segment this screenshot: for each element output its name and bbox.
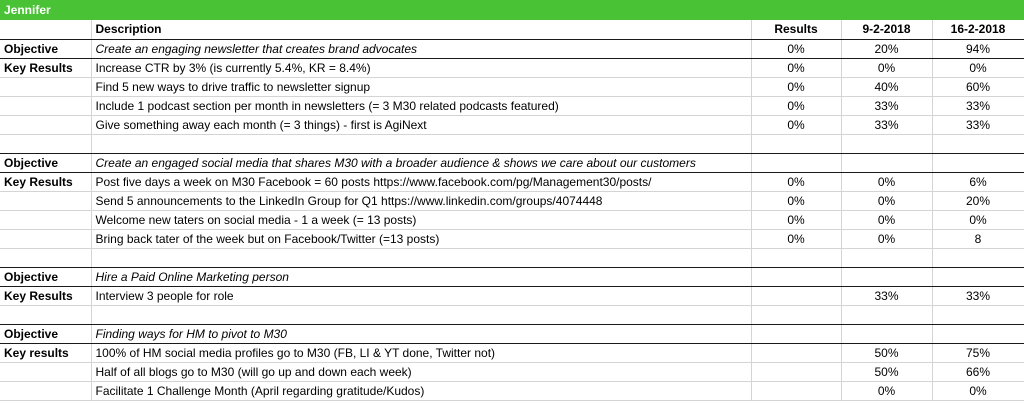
row-label-cell[interactable]: Key Results [0, 286, 91, 305]
description-cell[interactable]: Facilitate 1 Challenge Month (April regarding gratitude/Kudos) [91, 381, 751, 400]
row-label-cell[interactable] [0, 77, 91, 96]
row-label-cell[interactable] [0, 210, 91, 229]
table-row [0, 77, 1024, 96]
description-cell[interactable]: 100% of HM social media profiles go to M30 (FB, LI & YT done, Twitter not) [91, 343, 751, 362]
table-row [0, 210, 1024, 229]
date-1-cell[interactable] [841, 134, 932, 153]
row-label-cell[interactable] [0, 115, 91, 134]
description-cell[interactable]: Finding ways for HM to pivot to M30 [91, 324, 751, 343]
row-label-cell[interactable] [0, 191, 91, 210]
row-label-cell[interactable]: Key Results [0, 172, 91, 191]
okr-table [0, 20, 1024, 401]
date-1-cell[interactable]: 0% [841, 229, 932, 248]
table-row [0, 134, 1024, 153]
date-2-cell[interactable]: 8 [932, 229, 1024, 248]
description-cell[interactable] [91, 248, 751, 267]
description-cell[interactable]: Send 5 announcements to the LinkedIn Group for Q1 https://www.linkedin.com/groups/4074448 [91, 191, 751, 210]
date-2-cell[interactable]: 0% [932, 58, 1024, 77]
date-1-cell[interactable]: 33% [841, 286, 932, 305]
table-row [0, 115, 1024, 134]
row-label-cell[interactable] [0, 229, 91, 248]
description-cell[interactable]: Increase CTR by 3% (is currently 5.4%, KR = 8.4%) [91, 58, 751, 77]
results-cell[interactable] [751, 362, 841, 381]
row-label-cell[interactable]: Objective [0, 267, 91, 286]
row-label-cell[interactable] [0, 381, 91, 400]
description-cell[interactable]: Half of all blogs go to M30 (will go up and down each week) [91, 362, 751, 381]
description-cell[interactable]: Create an engaging newsletter that creates brand advocates [91, 39, 751, 58]
results-cell[interactable]: 0% [751, 229, 841, 248]
row-label-cell[interactable] [0, 305, 91, 324]
description-cell[interactable]: Create an engaged social media that shares M30 with a broader audience & shows we care about our customers [91, 153, 751, 172]
table-row [0, 324, 1024, 343]
results-cell[interactable]: 0% [751, 96, 841, 115]
results-cell[interactable] [751, 248, 841, 267]
results-cell[interactable] [751, 153, 841, 172]
date-2-cell[interactable]: 0% [932, 381, 1024, 400]
results-cell[interactable]: 0% [751, 191, 841, 210]
row-label-cell[interactable]: Key results [0, 343, 91, 362]
results-cell[interactable] [751, 286, 841, 305]
date-1-cell[interactable]: 40% [841, 77, 932, 96]
date-1-cell[interactable]: 0% [841, 210, 932, 229]
header-date-1[interactable]: 9-2-2018 [841, 20, 932, 39]
date-2-cell[interactable] [932, 267, 1024, 286]
table-row [0, 39, 1024, 58]
table-row [0, 286, 1024, 305]
date-2-cell[interactable]: 6% [932, 172, 1024, 191]
date-1-cell[interactable] [841, 305, 932, 324]
description-cell[interactable]: Bring back tater of the week but on Facebook/Twitter (=13 posts) [91, 229, 751, 248]
header-results[interactable]: Results [751, 20, 841, 39]
table-row [0, 96, 1024, 115]
date-2-cell[interactable] [932, 305, 1024, 324]
results-cell[interactable]: 0% [751, 77, 841, 96]
date-2-cell[interactable] [932, 134, 1024, 153]
results-cell[interactable]: 0% [751, 58, 841, 77]
table-row [0, 343, 1024, 362]
description-cell[interactable] [91, 305, 751, 324]
table-row [0, 172, 1024, 191]
results-cell[interactable] [751, 134, 841, 153]
table-row [0, 381, 1024, 400]
description-cell[interactable]: Post five days a week on M30 Facebook = 60 posts https://www.facebook.com/pg/Management30/posts/ [91, 172, 751, 191]
table-row [0, 267, 1024, 286]
date-1-cell[interactable]: 0% [841, 58, 932, 77]
date-1-cell[interactable]: 33% [841, 96, 932, 115]
row-label-cell[interactable] [0, 248, 91, 267]
results-cell[interactable]: 0% [751, 172, 841, 191]
date-1-cell[interactable]: 50% [841, 362, 932, 381]
date-2-cell[interactable] [932, 153, 1024, 172]
date-1-cell[interactable]: 0% [841, 381, 932, 400]
header-row [0, 20, 1024, 39]
date-2-cell[interactable]: 75% [932, 343, 1024, 362]
results-cell[interactable] [751, 343, 841, 362]
description-cell[interactable]: Include 1 podcast section per month in newsletters (= 3 M30 related podcasts featured) [91, 96, 751, 115]
header-description[interactable]: Description [91, 20, 751, 39]
date-1-cell[interactable]: 20% [841, 39, 932, 58]
date-2-cell[interactable]: 0% [932, 210, 1024, 229]
results-cell[interactable] [751, 381, 841, 400]
table-row [0, 248, 1024, 267]
table-row [0, 191, 1024, 210]
date-1-cell[interactable] [841, 267, 932, 286]
table-row [0, 153, 1024, 172]
date-2-cell[interactable]: 60% [932, 77, 1024, 96]
row-label-cell[interactable]: Objective [0, 39, 91, 58]
results-cell[interactable] [751, 305, 841, 324]
table-row [0, 362, 1024, 381]
table-row [0, 229, 1024, 248]
date-2-cell[interactable]: 20% [932, 191, 1024, 210]
description-cell[interactable]: Interview 3 people for role [91, 286, 751, 305]
row-label-cell[interactable]: Objective [0, 324, 91, 343]
date-1-cell[interactable] [841, 324, 932, 343]
date-1-cell[interactable]: 0% [841, 191, 932, 210]
results-cell[interactable]: 0% [751, 210, 841, 229]
date-2-cell[interactable] [932, 324, 1024, 343]
date-1-cell[interactable]: 0% [841, 172, 932, 191]
results-cell[interactable]: 0% [751, 115, 841, 134]
date-1-cell[interactable] [841, 153, 932, 172]
row-label-cell[interactable] [0, 362, 91, 381]
description-cell[interactable]: Hire a Paid Online Marketing person [91, 267, 751, 286]
results-cell[interactable]: 0% [751, 39, 841, 58]
row-label-cell[interactable] [0, 134, 91, 153]
date-1-cell[interactable]: 33% [841, 115, 932, 134]
description-cell[interactable]: Find 5 new ways to drive traffic to newsletter signup [91, 77, 751, 96]
date-2-cell[interactable]: 33% [932, 96, 1024, 115]
date-2-cell[interactable] [932, 248, 1024, 267]
date-1-cell[interactable]: 50% [841, 343, 932, 362]
table-row [0, 305, 1024, 324]
description-cell[interactable]: Welcome new taters on social media - 1 a week (= 13 posts) [91, 210, 751, 229]
header-date-2[interactable]: 16-2-2018 [932, 20, 1024, 39]
description-cell[interactable] [91, 134, 751, 153]
date-2-cell[interactable]: 94% [932, 39, 1024, 58]
row-label-cell[interactable]: Objective [0, 153, 91, 172]
date-2-cell[interactable]: 33% [932, 115, 1024, 134]
results-cell[interactable] [751, 267, 841, 286]
table-row [0, 58, 1024, 77]
row-label-cell[interactable]: Key Results [0, 58, 91, 77]
owner-title-cell[interactable]: Jennifer [0, 0, 1024, 20]
results-cell[interactable] [751, 324, 841, 343]
date-1-cell[interactable] [841, 248, 932, 267]
row-label-cell[interactable] [0, 96, 91, 115]
header-label-cell[interactable] [0, 20, 91, 39]
date-2-cell[interactable]: 66% [932, 362, 1024, 381]
date-2-cell[interactable]: 33% [932, 286, 1024, 305]
description-cell[interactable]: Give something away each month (= 3 things) - first is AgiNext [91, 115, 751, 134]
